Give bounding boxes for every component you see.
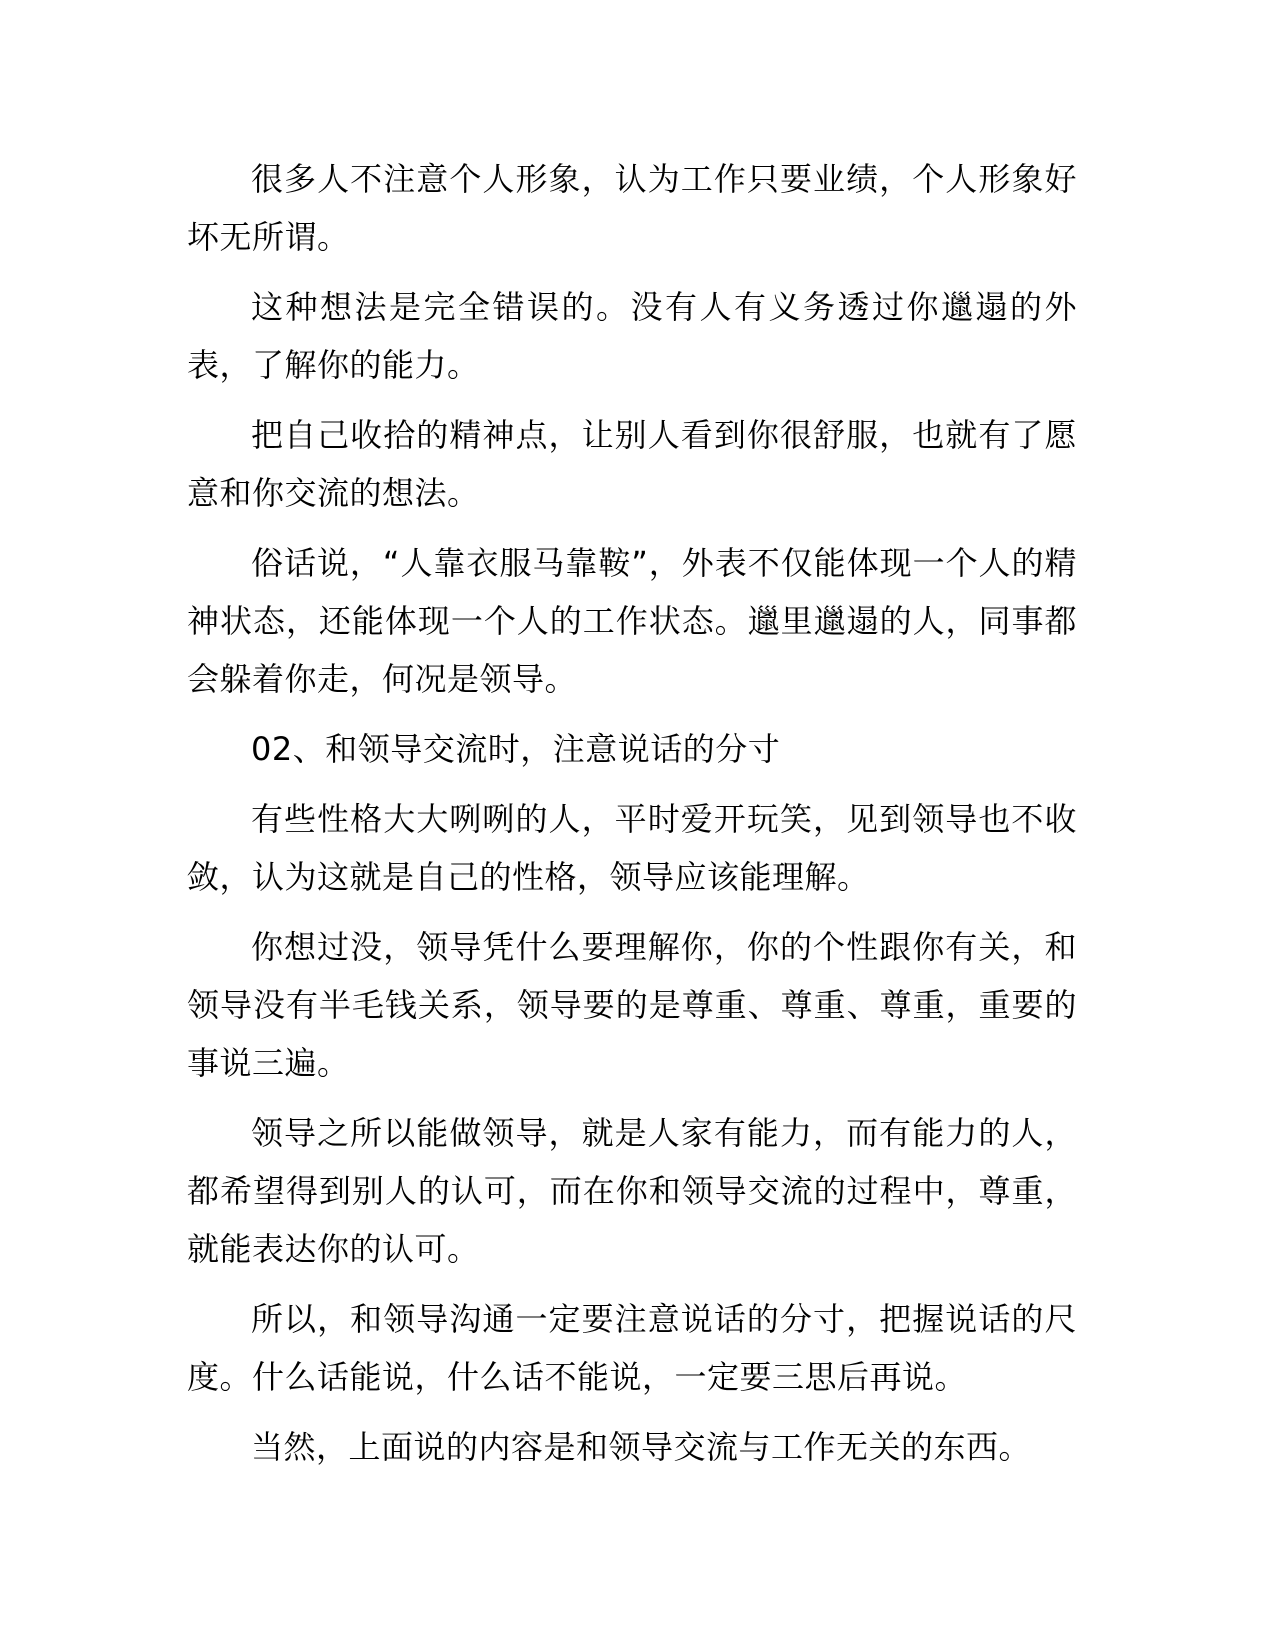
paragraph-tidy-up: 把自己收拾的精神点，让别人看到你很舒服，也就有了愿意和你交流的想法。 (187, 416, 1077, 512)
paragraph-measure-words: 所以，和领导沟通一定要注意说话的分寸，把握说话的尺度。什么话能说，什么话不能说，一定要三思后再说。 (187, 1300, 1077, 1396)
document-body (187, 150, 1077, 1488)
section-heading-02: 02、和领导交流时，注意说话的分寸 (251, 730, 781, 768)
paragraph-respect: 你想过没，领导凭什么要理解你，你的个性跟你有关，和领导没有半毛钱关系，领导要的是尊重、尊重、尊重，重要的事说三遍。 (187, 928, 1077, 1082)
paragraph-image-matters: 很多人不注意个人形象，认为工作只要业绩，个人形象好坏无所谓。 (187, 160, 1077, 256)
paragraph-conclusion: 当然，上面说的内容是和领导交流与工作无关的东西。 (251, 1428, 1032, 1466)
paragraph-wrong-idea: 这种想法是完全错误的。没有人有义务透过你邋遢的外表，了解你的能力。 (187, 288, 1077, 384)
paragraph-recognition: 领导之所以能做领导，就是人家有能力，而有能力的人，都希望得到别人的认可，而在你和领导交流的过程中，尊重，就能表达你的认可。 (187, 1114, 1077, 1268)
paragraph-careless-personality: 有些性格大大咧咧的人，平时爱开玩笑，见到领导也不收敛，认为这就是自己的性格，领导应该能理解。 (187, 800, 1077, 896)
paragraph-proverb: 俗话说，“人靠衣服马靠鞍”，外表不仅能体现一个人的精神状态，还能体现一个人的工作状态。邋里邋遢的人，同事都会躲着你走，何况是领导。 (187, 544, 1077, 698)
